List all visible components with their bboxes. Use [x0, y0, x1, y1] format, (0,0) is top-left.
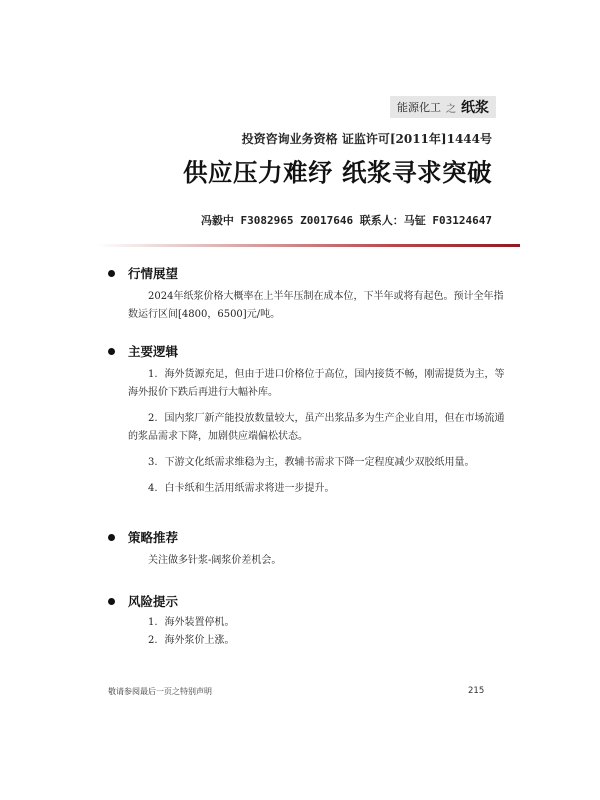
sector-label: 能源化工	[397, 101, 441, 114]
sector-connector: 之	[446, 103, 456, 115]
bullet-icon	[108, 534, 115, 541]
bullet-icon	[108, 270, 115, 277]
list-item: 2. 国内浆厂新产能投放数量较大，虽产出浆品多为生产企业自用，但在市场流通的浆品需求下降，加剧供应端偏松状态。	[128, 413, 505, 442]
section-title: 风险提示	[128, 594, 179, 609]
logic-list	[128, 366, 508, 498]
author-line: 冯毅中 F3082965 Z0017646 联系人：马钲 F03124647	[200, 214, 492, 227]
header-divider	[96, 244, 520, 247]
list-item: 4. 白卡纸和生活用纸需求将进一步提升。	[148, 483, 335, 494]
section-body: 关注做多针浆-阔浆价差机会。	[148, 555, 282, 566]
sector-tag	[390, 96, 496, 118]
list-item: 2. 海外浆价上涨。	[148, 635, 235, 646]
section-heading	[108, 592, 508, 610]
bullet-icon	[108, 598, 115, 605]
bullet-icon	[108, 348, 115, 355]
section-title: 行情展望	[128, 266, 179, 281]
list-item: 3. 下游文化纸需求维稳为主，教辅书需求下降一定程度减少双胶纸用量。	[148, 457, 475, 468]
report-title: 供应压力难纾 纸浆寻求突破	[182, 158, 492, 187]
section-heading	[108, 264, 508, 282]
section-market-outlook	[108, 264, 508, 324]
risk-list	[148, 614, 508, 650]
section-heading	[108, 528, 508, 546]
section-body: 2024年纸浆价格大概率在上半年压制在成本位，下半年或将有起色。预计全年指数运行区间[4800，6500]元/吨。	[128, 291, 504, 320]
list-item: 1. 海外装置停机。	[148, 617, 235, 628]
list-item: 1. 海外货源充足，但由于进口价格位于高位，国内接货不畅，刚需提货为主，等海外报价下跌后再进行大幅补库。	[128, 369, 505, 398]
section-strategy	[108, 528, 508, 570]
section-heading	[108, 342, 508, 360]
license-line: 投资咨询业务资格 证监许可[2011年]1444号	[241, 132, 492, 146]
page-number: 215	[468, 686, 485, 696]
section-title: 主要逻辑	[128, 344, 179, 359]
section-title: 策略推荐	[128, 530, 179, 545]
footer-disclaimer: 敬请参阅最后一页之特别声明	[108, 687, 212, 696]
product-label: 纸浆	[461, 100, 489, 116]
section-main-logic	[108, 342, 508, 498]
section-risk	[108, 592, 508, 650]
